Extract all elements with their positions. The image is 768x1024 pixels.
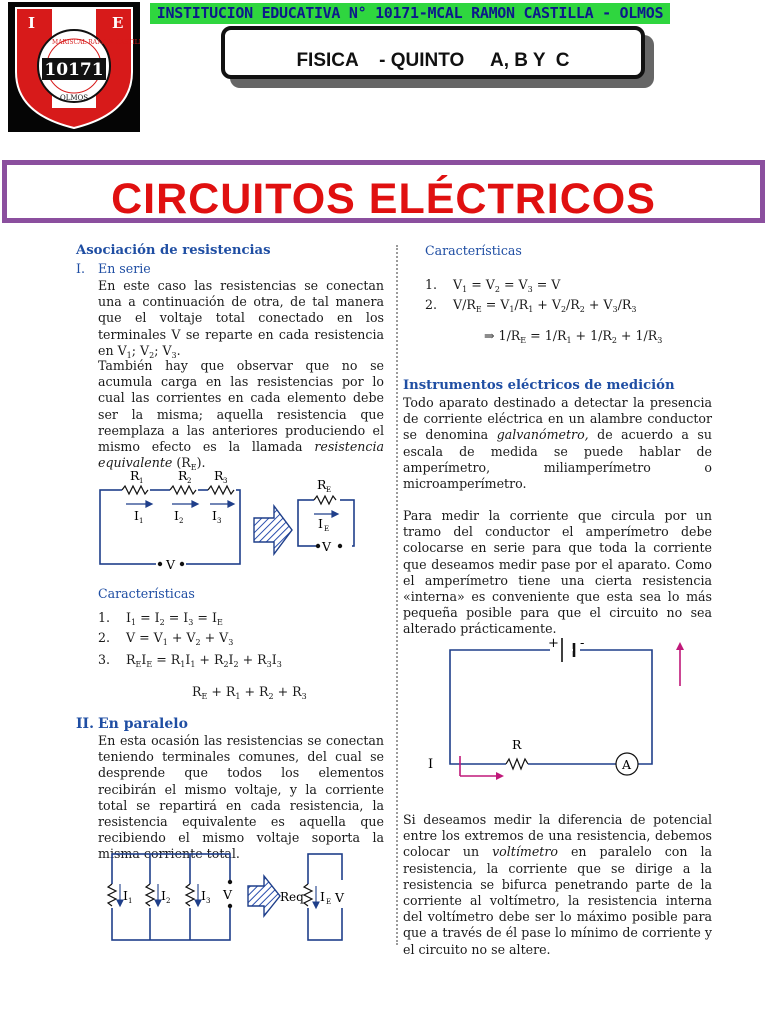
svg-text:E: E	[326, 898, 332, 906]
course-box	[221, 26, 645, 79]
section-heading: Asociación de resistencias	[76, 243, 271, 258]
instruments-heading: Instrumentos eléctricos de medición	[403, 378, 675, 393]
ie-label: I	[318, 516, 323, 531]
parallel-char-heading: Características	[425, 243, 522, 258]
v-label: V	[166, 557, 176, 572]
r1-label: R	[130, 468, 140, 483]
series-item-3: 3. $R_EI_E = R_1I_1 + R_2I_2 + R_3I_3$	[98, 652, 282, 669]
p-i1-label: I	[123, 888, 128, 903]
svg-text:2: 2	[179, 517, 184, 525]
series-paragraph-1: En este caso las resistencias se conectan una a continuación de otra, de tal manera que el voltaje total conectado en los terminales V se reparte en cada resistencia en $V_1$; $V_2$; $V_3$.	[98, 278, 384, 360]
parallel-paragraph: En esta ocasión las resistencias se conectan teniendo terminales comunes, del cual se desprende que todos los elementos recibirán el mismo voltaje, y la corriente total se repartirá en cada resistencia, la resistencia equivalente es aquella que recibiendo el mismo voltaje soporta la misma corriente total.	[98, 733, 384, 862]
svg-text:1: 1	[139, 477, 144, 485]
instruments-paragraph-3: Si deseamos medir la diferencia de potencial entre los extremos de una resistencia, debemos colocar un voltímetro en paralelo con la resistencia, la corriente que se dirige a la resistencia se bifurca penetrando parte de la corriente al voltímetro, la resistencia interna del voltímetro debe ser lo máximo posible para que a través de él pase lo mínimo de corriente y el circuito no se altere.	[403, 812, 712, 957]
parallel-result: ⇒ $1/R_E = 1/R_1 + 1/R_2 + 1/R_3$	[484, 328, 663, 345]
title-box	[2, 160, 765, 223]
p-i3-label: I	[201, 888, 206, 903]
svg-text:E: E	[324, 525, 330, 533]
logo-letter-i: I	[28, 14, 36, 32]
current-label: I	[428, 757, 434, 772]
series-heading: En serie	[98, 261, 151, 276]
series-paragraph-2: También hay que observar que no se acumula carga en las resistencias por lo cual las corrientes en cada elemento debe ser la misma; aquella resistencia que reemplaza a las anteriores produciendo el mismo efecto es la llamada resistencia equivalente $(R_E)$.	[98, 358, 384, 473]
page-title: CIRCUITOS ELÉCTRICOS	[111, 175, 656, 223]
svg-text:E: E	[326, 486, 332, 494]
plus-label: +	[548, 636, 559, 651]
parallel-circuit-diagram	[104, 848, 364, 946]
i3-label: I	[212, 508, 217, 523]
parallel-heading-num: II.	[76, 716, 94, 732]
logo-bottom-text: OLMOS	[59, 94, 89, 102]
resistor-label: R	[512, 737, 522, 752]
svg-text:1: 1	[139, 517, 144, 525]
svg-text:2: 2	[166, 897, 171, 905]
r2-label: R	[178, 468, 188, 483]
ammeter-label: A	[622, 757, 632, 772]
series-char-heading: Características	[98, 586, 195, 601]
course-title: FISICA - QUINTO A, B Y C	[296, 50, 570, 71]
instruments-paragraph-2: Para medir la corriente que circula por un tramo del conductor el amperímetro debe colocarse en serie para que toda la corriente que deseamos medir pase por el aparato. Como el amperímetro tiene una cierta resistencia «interna» es conveniente que esta sea lo más pequeña posible para que el circuito no sea alterado prácticamente.	[403, 508, 712, 637]
logo-ring-text: MARISCAL RAMON CASTILLA	[52, 39, 140, 46]
column-divider	[396, 245, 398, 945]
svg-text:3: 3	[217, 517, 222, 525]
re-label: R	[317, 477, 327, 492]
parallel-item-1: 1. $V_1 = V_2 = V_3 = V$	[425, 277, 561, 294]
series-result: $R_E + R_1 + R_2 + R_3$	[192, 684, 307, 701]
logo-number: 10171	[44, 60, 104, 80]
ammeter-circuit-diagram	[420, 632, 700, 782]
svg-text:3: 3	[223, 477, 228, 485]
r3-label: R	[214, 468, 224, 483]
series-heading-num: I.	[76, 261, 85, 276]
school-logo	[8, 2, 140, 132]
svg-text:1: 1	[128, 897, 133, 905]
logo-letter-e: E	[112, 14, 124, 32]
series-item-1: 1. $I_1 = I_2 = I_3 = I_E$	[98, 610, 223, 627]
p-v-label: V	[223, 887, 233, 902]
minus-label: -	[580, 636, 585, 651]
i1-label: I	[134, 508, 139, 523]
i2-label: I	[174, 508, 179, 523]
p-i2-label: I	[161, 888, 166, 903]
series-circuit-diagram	[96, 464, 396, 574]
parallel-item-2: 2. $V/R_E = V_1/R_1 + V_2/R_2 + V_3/R_3$	[425, 297, 637, 314]
instruments-paragraph-1: Todo aparato destinado a detectar la presencia de corriente eléctrica en un alambre conductor se denomina galvanómetro, de acuerdo a su escala de medida se puede hablar de amperímetro, miliamperímetro o microamperímetro.	[403, 395, 712, 492]
v2-label: V	[322, 539, 332, 554]
svg-text:3: 3	[206, 897, 211, 905]
p-ie-label: I	[320, 889, 325, 904]
svg-text:2: 2	[187, 477, 192, 485]
school-banner: INSTITUCION EDUCATIVA N° 10171-MCAL RAMON CASTILLA - OLMOS	[150, 3, 670, 24]
req-label: Req	[280, 890, 304, 904]
p-v2-label: V	[335, 890, 345, 905]
parallel-heading: En paralelo	[98, 716, 188, 732]
series-item-2: 2. $V = V_1 + V_2 + V_3$	[98, 630, 234, 647]
